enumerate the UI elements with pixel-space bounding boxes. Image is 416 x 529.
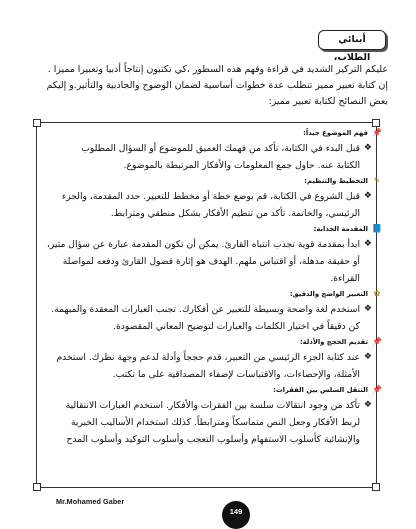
pin-icon: 📌 <box>372 337 382 346</box>
pin-icon: 📌 <box>372 385 382 394</box>
section-heading <box>40 174 382 188</box>
tip-item <box>40 349 372 383</box>
intro-line: إن كتابة تعبير مميز تتطلب عدة خطوات أساسية لضمان الوضوح والجاذبية والتأثير.و إليكم <box>46 80 388 91</box>
tip-item <box>40 301 372 335</box>
tip-line: لربط الأفكار وجعل النص متماسكاً ومترابطاً. كذلك استخدام الأساليب الخبرية <box>71 417 360 428</box>
page-number: 149 <box>222 501 250 529</box>
book-icon: 📘 <box>372 224 382 233</box>
diamond-bullet-icon: ❖ <box>363 400 372 410</box>
tip-line: قبل البدء في الكتابة، تأكد من فهمك العميق للموضوع أو السؤال المطلوب <box>81 143 360 154</box>
diamond-bullet-icon: ❖ <box>363 352 372 362</box>
tip-line: القراءة. <box>330 273 360 284</box>
intro-line: بعض النصائح لكتابة تعبير مميز: <box>268 96 388 107</box>
section-heading-text: فهم الموضوع جيداً: <box>303 128 368 137</box>
diamond-bullet-icon: ❖ <box>363 143 372 153</box>
tip-item <box>40 236 372 287</box>
section-heading-text: تقديم الحجج والأدلة: <box>299 337 368 346</box>
intro-line: عليكم التركيز الشديد في قراءة وفهم هذه السطور ،كي تكتبون إنتاجاً أدبيا وتعبيرا مميزا . <box>47 64 388 75</box>
tip-item <box>40 188 372 222</box>
tip-line: ابدأ بمقدمة قوية تجذب انتباه القارئ. يمكن أن تكون المقدمة عبارة عن سؤال مثير، <box>46 239 360 250</box>
section-heading-text: التخطيط والتنظيم: <box>304 176 368 185</box>
diamond-bullet-icon: ❖ <box>363 304 372 314</box>
footer-author: Mr.Mohamed Gaber <box>56 497 125 506</box>
tip-line: عند كتابة الجزء الرئيسي من التعبير، قدم حججاً وأدلة لدعم وجهة نظرك. استخدم <box>56 352 360 363</box>
tip-line: والإنشائية كأسلوب الاستفهام وأسلوب التعجب وأسلوب التوكيد وأسلوب المدح <box>66 434 360 445</box>
tip-line: الكتابة عنه. حاول جمع المعلومات والأفكار المرتبطة بالموضوع. <box>123 160 360 171</box>
tip-item <box>40 140 372 174</box>
tip-line: تأكد من وجود انتقالات سلسة بين الفقرات والأفكار. استخدم العبارات الانتقالية <box>65 400 360 411</box>
page-title: أبنائي الطلاب، <box>318 30 386 50</box>
frame-corner <box>33 483 41 491</box>
tip-line: استخدم لغة واضحة وبسيطة للتعبير عن أفكارك. تجنب العبارات المعقدة والمبهمة. <box>51 304 360 315</box>
section-heading-text: التعبير الواضح والدقيق: <box>289 289 368 298</box>
diamond-bullet-icon: ❖ <box>363 239 372 249</box>
brain-icon: ✿ <box>373 289 381 298</box>
pin-icon: 📌 <box>372 128 382 137</box>
intro-paragraph <box>28 62 388 110</box>
frame-corner <box>372 483 380 491</box>
section-heading <box>40 287 382 301</box>
tip-line: كن دقيقاً في اختيار الكلمات والعبارات لتوضيح المعاني المقصودة. <box>113 321 360 332</box>
section-heading-text: المقدمة الجذابة: <box>313 224 368 233</box>
section-heading <box>40 335 382 349</box>
tip-line: الرئيسي، والخاتمة. تأكد من تنظيم الأفكار بشكل منطقي ومترابط. <box>110 208 360 219</box>
section-heading <box>40 222 382 236</box>
diamond-bullet-icon: ❖ <box>363 191 372 201</box>
pencil-icon: ✎ <box>373 176 381 185</box>
section-heading <box>40 126 382 140</box>
section-heading <box>40 383 382 397</box>
tips-list <box>40 126 382 448</box>
section-heading-text: التنقل السلس بين الفقرات: <box>273 385 368 394</box>
tip-line: الأمثلة، والإحصاءات، والاقتباسات لإضفاء المصداقية على ما تكتب. <box>112 369 360 380</box>
tip-line: قبل الشروع في الكتابة، قم بوضع خطة أو مخطط للتعبير. حدد المقدمة، والجزء <box>61 191 360 202</box>
tip-item <box>40 397 372 448</box>
tip-line: أو حقيقة مذهلة، أو اقتباس ملهم. الهدف هو إثارة فضول القارئ ودفعه لمواصلة <box>62 256 360 267</box>
